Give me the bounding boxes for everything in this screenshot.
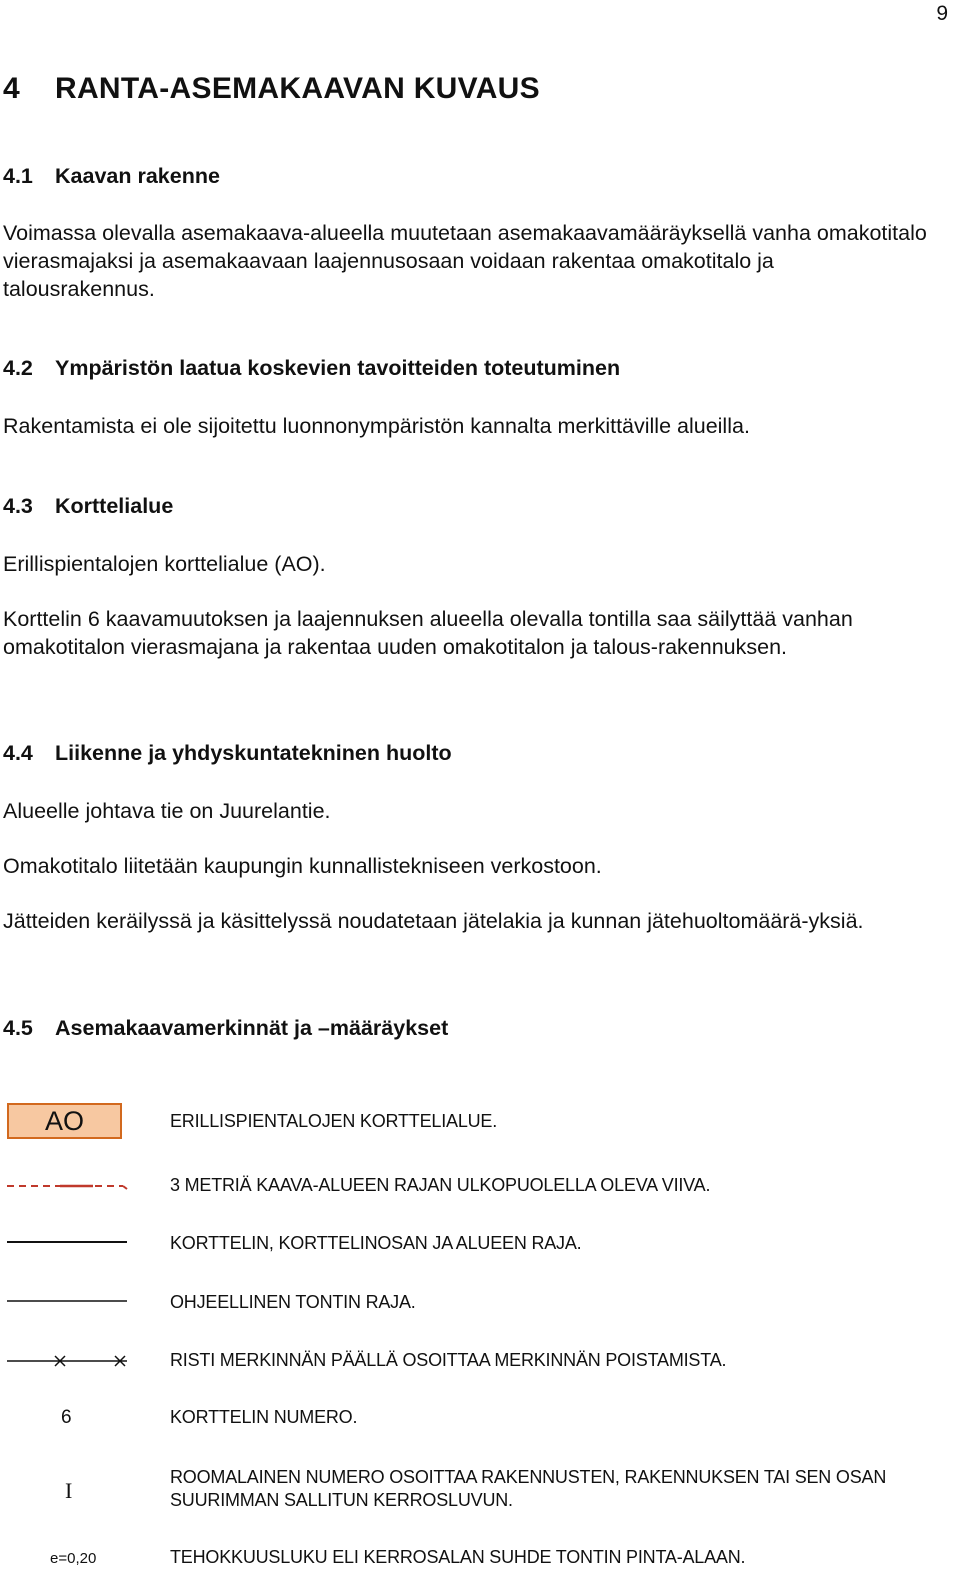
- legend-text: KORTTELIN NUMERO.: [170, 1407, 358, 1427]
- main-heading: [3, 72, 540, 106]
- section-heading-4-3: [3, 494, 173, 519]
- dashed-red-line-symbol: [5, 1178, 130, 1194]
- main-heading-number: 4: [3, 72, 20, 105]
- paragraph: Alueelle johtava tie on Juurelantie.: [3, 799, 331, 823]
- main-heading-title: RANTA-ASEMAKAAVAN KUVAUS: [55, 72, 540, 105]
- cross-line-symbol: [5, 1352, 130, 1370]
- section-title: Asemakaavamerkinnät ja –määräykset: [55, 1016, 449, 1040]
- section-heading-4-5: [3, 1016, 448, 1041]
- section-heading-4-4: [3, 741, 452, 766]
- roman-numeral-symbol: I: [65, 1478, 73, 1503]
- section-title: Korttelialue: [55, 494, 174, 518]
- paragraph: Rakentamista ei ole sijoitettu luonnonympäristön kannalta merkittäville alueilla.: [3, 414, 750, 438]
- section-heading-4-2: [3, 356, 620, 381]
- paragraph: Voimassa olevalla asemakaava-alueella muutetaan asemakaavamääräyksellä vanha omakotitalo vierasmajaksi ja asemakaavaan laajennusosaan voidaan rakentaa omakotitalo ja talousrakennus.: [3, 221, 927, 301]
- legend-text: 3 METRIÄ KAAVA-ALUEEN RAJAN ULKOPUOLELLA OLEVA VIIVA.: [170, 1175, 711, 1195]
- section-title: Kaavan rakenne: [55, 164, 220, 188]
- page-number: 9: [936, 2, 948, 25]
- paragraph: Korttelin 6 kaavamuutoksen ja laajennuksen alueella olevalla tontilla saa säilyttää vanhan omakotitalon vierasmajana ja rakentaa uuden omakotitalon ja talous-rakennuksen.: [3, 607, 853, 659]
- section-number: 4.3: [3, 494, 33, 518]
- section-title: Liikenne ja yhdyskuntatekninen huolto: [55, 741, 452, 765]
- solid-line-symbol: [5, 1236, 130, 1248]
- legend-text: OHJEELLINEN TONTIN RAJA.: [170, 1292, 416, 1312]
- section-title: Ympäristön laatua koskevien tavoitteiden toteutuminen: [55, 356, 621, 380]
- legend-text: RISTI MERKINNÄN PÄÄLLÄ OSOITTAA MERKINNÄN POISTAMISTA.: [170, 1350, 727, 1370]
- section-number: 4.4: [3, 741, 33, 765]
- section-number: 4.1: [3, 164, 33, 188]
- legend-text: KORTTELIN, KORTTELINOSAN JA ALUEEN RAJA.: [170, 1233, 582, 1253]
- legend-text: ERILLISPIENTALOJEN KORTTELIALUE.: [170, 1111, 498, 1131]
- block-number-symbol: 6: [61, 1407, 72, 1428]
- legend-text: TEHOKKUUSLUKU ELI KERROSALAN SUHDE TONTIN PINTA-ALAAN.: [170, 1547, 746, 1567]
- efficiency-number-symbol: e=0,20: [50, 1550, 97, 1567]
- section-number: 4.5: [3, 1016, 33, 1040]
- section-number: 4.2: [3, 356, 33, 380]
- section-heading-4-1: [3, 164, 220, 189]
- paragraph: Jätteiden keräilyssä ja käsittelyssä noudatetaan jätelakia ja kunnan jätehuoltomäärä-yksiä.: [3, 909, 864, 933]
- ao-zone-symbol: AO: [7, 1103, 122, 1139]
- paragraph: Omakotitalo liitetään kaupungin kunnallistekniseen verkostoon.: [3, 854, 602, 878]
- paragraph: Erillispientalojen korttelialue (AO).: [3, 552, 326, 576]
- thin-line-symbol: [5, 1295, 130, 1307]
- legend-text: ROOMALAINEN NUMERO OSOITTAA RAKENNUSTEN, RAKENNUKSEN TAI SEN OSAN SUURIMMAN SALLITUN KERROSLUVUN.: [170, 1467, 887, 1510]
